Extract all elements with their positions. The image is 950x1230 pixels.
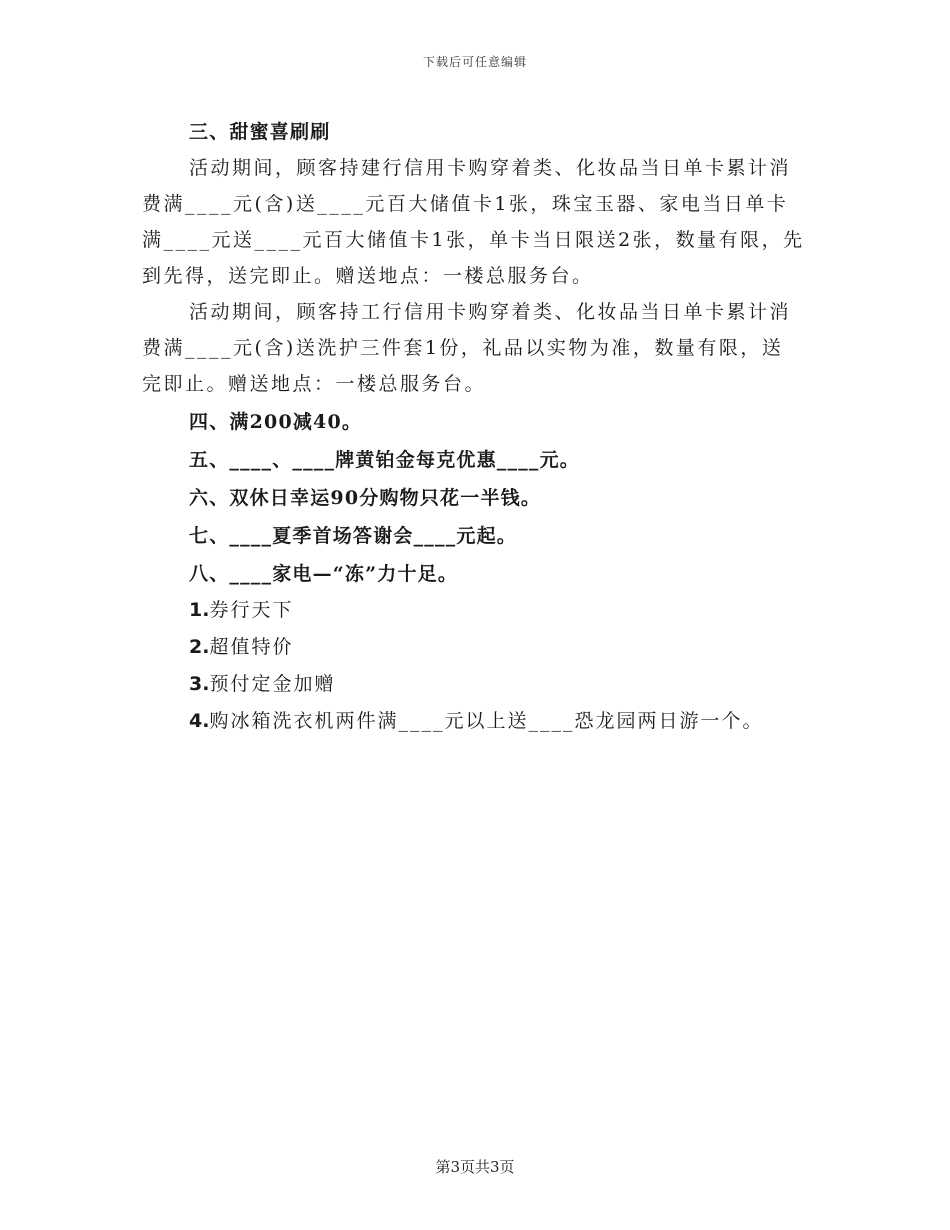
list-item xyxy=(142,703,810,740)
section-3-paragraph-1 xyxy=(142,150,810,294)
paragraph-line: 满____元送____元百大储值卡1张，单卡当日限送2张，数量有限，先 xyxy=(142,229,805,251)
paragraph-line: 费满____元(含)送____元百大储值卡1张，珠宝玉器、家电当日单卡 xyxy=(142,193,789,215)
page-header: 下载后可任意编辑 xyxy=(422,55,527,69)
paragraph-line: 活动期间，顾客持工行信用卡购穿着类、化妆品当日单卡累计消 xyxy=(189,301,792,323)
section-8-heading: 八、____家电—“冻”力十足。 xyxy=(189,563,459,585)
list-item xyxy=(142,666,810,703)
list-item xyxy=(142,629,810,666)
paragraph-line: 费满____元(含)送洗护三件套1份，礼品以实物为准，数量有限，送 xyxy=(142,337,784,359)
list-text: 预付定金加赠 xyxy=(209,673,336,695)
list-number: 1. xyxy=(189,599,210,621)
section-3-heading: 三、甜蜜喜刷刷 xyxy=(189,121,331,143)
list-number: 2. xyxy=(189,636,210,658)
list-number: 3. xyxy=(189,673,210,695)
section-4-heading: 四、满200减40。 xyxy=(189,411,363,433)
paragraph-line: 完即止。赠送地点：一楼总服务台。 xyxy=(142,373,487,395)
page-footer: 第3页共3页 xyxy=(435,1158,515,1176)
paragraph-line: 活动期间，顾客持建行信用卡购穿着类、化妆品当日单卡累计消 xyxy=(189,157,792,179)
document-body xyxy=(142,112,810,740)
list-text: 超值特价 xyxy=(209,636,294,658)
list-item xyxy=(142,592,810,629)
list-text: 券行天下 xyxy=(209,599,294,621)
list-number: 4. xyxy=(189,710,210,732)
section-5-heading: 五、____、____牌黄铂金每克优惠____元。 xyxy=(189,449,581,471)
list-text: 购冰箱洗衣机两件满____元以上送____恐龙园两日游一个。 xyxy=(209,710,764,732)
section-3-paragraph-2 xyxy=(142,294,810,402)
paragraph-line: 到先得，送完即止。赠送地点：一楼总服务台。 xyxy=(142,265,594,287)
section-7-heading: 七、____夏季首场答谢会____元起。 xyxy=(189,525,518,547)
section-8-list xyxy=(142,592,810,740)
section-6-heading: 六、双休日幸运90分购物只花一半钱。 xyxy=(189,487,542,509)
